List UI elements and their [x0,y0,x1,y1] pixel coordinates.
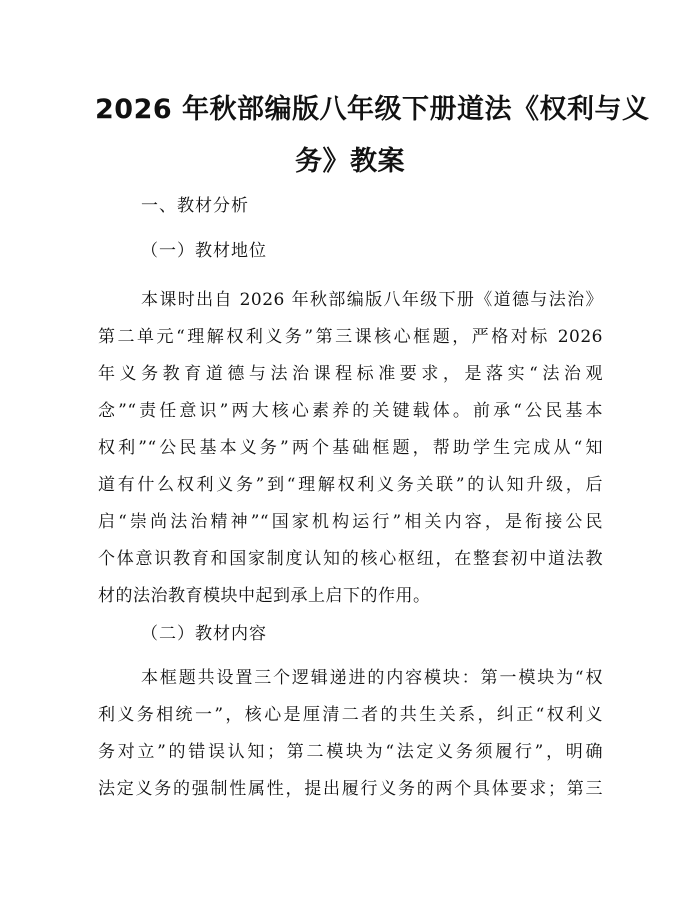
title-line: 务》教案 [295,146,405,177]
paragraph-line: 第二单元“理解权利义务”第三课核心框题，严格对标 2026 [98,327,603,347]
title-line: 2026 年秋部编版八年级下册道法《权利与义 [95,94,650,125]
section-heading-textbook-analysis: 一、教材分析 [141,196,249,216]
paragraph-line: 年义务教育道德与法治课程标准要求，是落实“法治观 [98,364,603,384]
paragraph-line: 利义务相统一”，核心是厘清二者的共生关系，纠正“权利义 [98,705,603,725]
paragraph-textbook-content [98,660,603,808]
paragraph-line: 法定义务的强制性属性，提出履行义务的两个具体要求；第三 [98,779,603,799]
paragraph-textbook-status [98,282,603,615]
paragraph-line: 材的法治教育模块中起到承上启下的作用。 [98,586,431,606]
paragraph-line: 念”“责任意识”两大核心素养的关键载体。前承“公民基本 [98,401,603,421]
paragraph-line: 个体意识教育和国家制度认知的核心枢纽，在整套初中道法教 [98,549,603,569]
paragraph-line: 务对立”的错误认知；第二模块为“法定义务须履行”，明确 [98,742,603,762]
paragraph-line: 本课时出自 2026 年秋部编版八年级下册《道德与法治》 [141,290,603,310]
document-title [95,84,650,188]
subsection-heading-textbook-status: （一）教材地位 [141,241,267,261]
paragraph-line: 本框题共设置三个逻辑递进的内容模块：第一模块为“权 [141,668,603,688]
paragraph-line: 权利”“公民基本义务”两个基础框题，帮助学生完成从“知 [98,438,603,458]
paragraph-line: 启“崇尚法治精神”“国家机构运行”相关内容，是衔接公民 [98,512,603,532]
subsection-heading-textbook-content: （二）教材内容 [141,624,267,644]
paragraph-line: 道有什么权利义务”到“理解权利义务关联”的认知升级，后 [98,475,603,495]
